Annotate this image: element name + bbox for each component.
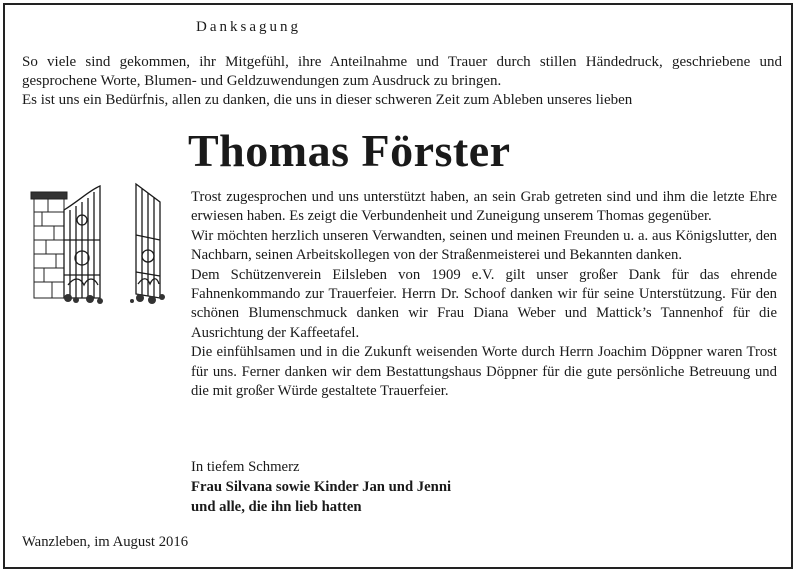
signatories-others: und alle, die ihn lieb hatten — [191, 499, 362, 515]
intro-paragraph: So viele sind gekommen, ihr Mitgefühl, ihre Anteilnahme und Trauer durch stillen Händedruck, geschriebene und gesprochene Worte, Blumen- und Geldzuwendungen zum Ausdruck zu bringen. — [22, 54, 782, 89]
body-text — [191, 188, 777, 401]
body-paragraph: Wir möchten herzlich unseren Verwandten, seinen und meinen Freunden u. a. aus Königslutter, den Nachbarn, seinen Arbeitskollegen von der Straßenmeisterei und Bekannten danken. — [191, 227, 777, 264]
notice-heading: Danksagung — [196, 19, 301, 35]
body-paragraph: Trost zugesprochen und uns unterstützt haben, an sein Grab getreten sind und ihm die letzte Ehre erwiesen haben. Es zeigt die Verbundenheit und Zuneigung unserem Thomas gegenüber. — [191, 189, 777, 225]
stone-pillar — [31, 192, 67, 298]
left-gate-panel — [64, 186, 100, 298]
closing-line: In tiefem Schmerz — [191, 459, 300, 475]
body-paragraph: Dem Schützenverein Eilsleben von 1909 e.V. gilt unser großer Dank für das ehrende Fahnenkommando zur Trauerfeier. Herrn Dr. Schoof danken wir für seine Unterstützung. Für den schönen Blumenschmuck danken wir Frau Diana Weber und Mattick’s Tannenhof für die Ausrichtung der Kaffeetafel. — [191, 266, 777, 341]
place-date: Wanzleben, im August 2016 — [22, 534, 189, 550]
intro-text — [22, 53, 782, 110]
garden-gate-image — [28, 180, 168, 305]
signatories: Frau Silvana sowie Kinder Jan und Jenni — [191, 479, 452, 495]
shrubbery — [64, 294, 165, 304]
body-paragraph: Die einfühlsamen und in die Zukunft weisenden Worte durch Herrn Joachim Döppner waren Trost für uns. Ferner danken wir dem Bestattungshaus Döppner für die gute persönliche Betreuung und die mit großer Würde gestaltete Trauerfeier. — [191, 344, 777, 400]
intro-paragraph: Es ist uns ein Bedürfnis, allen zu danken, die uns in dieser schweren Zeit zum Ableben unseres lieben — [22, 92, 633, 108]
closing-block — [191, 457, 451, 517]
right-gate-panel — [136, 184, 160, 298]
deceased-name: Thomas Förster — [188, 125, 511, 176]
